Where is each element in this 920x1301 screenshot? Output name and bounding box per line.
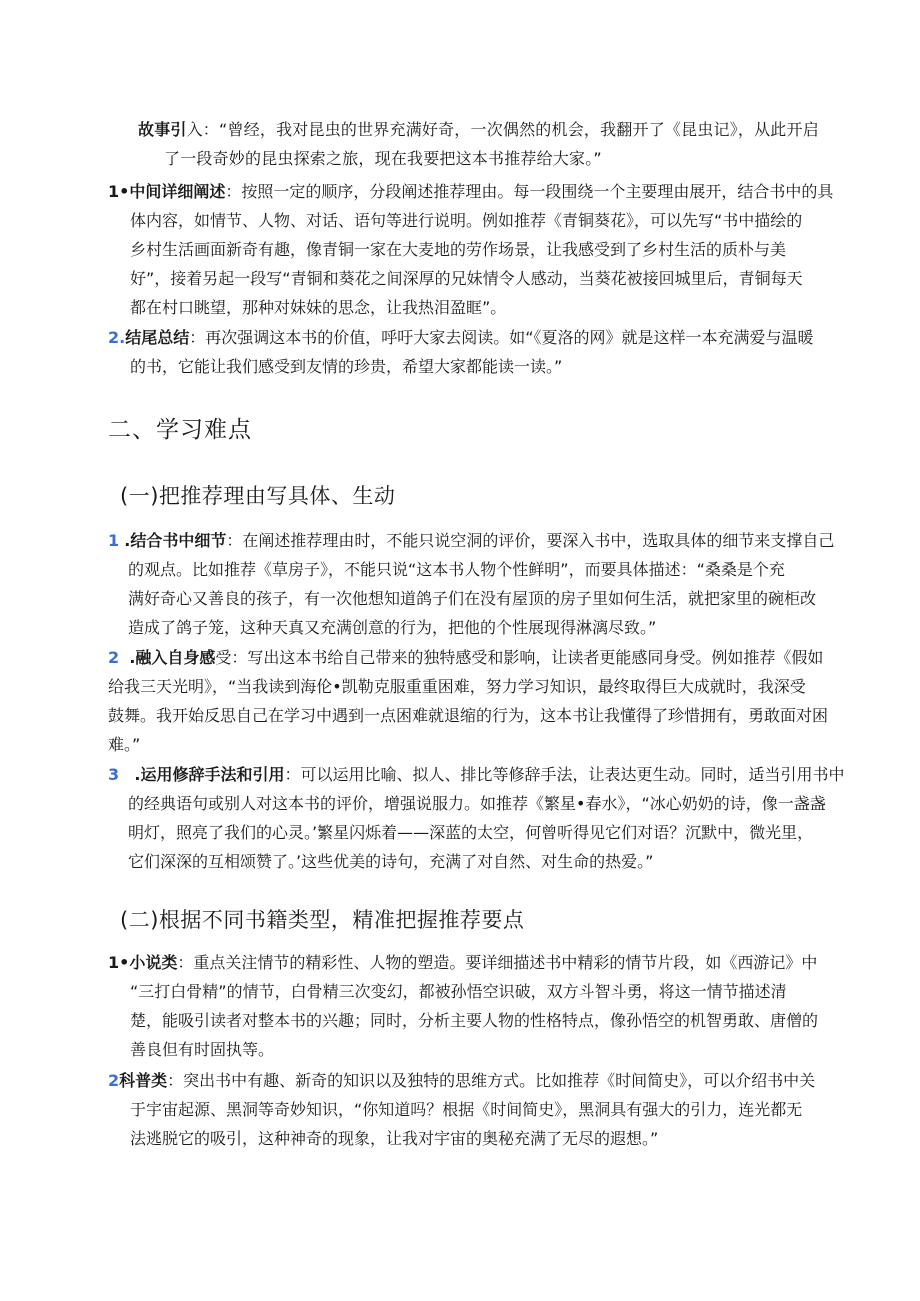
structure-item-ending — [108, 323, 818, 381]
item-title: 科普类 — [119, 1071, 168, 1090]
item-number: 1• — [108, 953, 130, 972]
item-line: 善良但有时固执等。 — [130, 1040, 275, 1059]
item-line: 乡村生活画面新奇有趣，像青铜一家在大麦地的劳作场景，让我感受到了乡村生活的质朴与美 — [130, 240, 787, 259]
story-intro-paragraph — [138, 115, 838, 173]
story-line-1: “曾经，我对昆虫的世界充满好奇，一次偶然的机会，我翻开了《昆虫记》，从此开启 — [219, 120, 819, 139]
item-number: 2 — [108, 648, 120, 667]
item-title: 小说类 — [129, 953, 178, 972]
item-line: ：重点关注情节的精彩性、人物的塑造。要详细描述书中精彩的情节片段，如《西游记》中 — [177, 953, 818, 972]
book-type-item-novel — [108, 948, 818, 1064]
story-label-tail: 入： — [186, 120, 220, 139]
item-line: 好”，接着另起一段写“青铜和葵花之间深厚的兄妹情令人感动，当葵花被接回城里后，青铜每天 — [130, 269, 803, 288]
item-line: 于宇宙起源、黑洞等奇妙知识，“你知道吗？根据《时间简史》，黑洞具有强大的引力，连光都无 — [130, 1100, 803, 1119]
item-title: 中间详细阐述 — [129, 182, 226, 201]
item-line: 楚，能吸引读者对整本书的兴趣；同时，分析主要人物的性格特点，像孙悟空的机智勇敢、唐僧的 — [130, 1011, 819, 1030]
item-line: 鼓舞。我开始反思自己在学习中遇到一点困难就退缩的行为，这本书让我懂得了珍惜拥有，勇敢面对困 — [108, 706, 829, 725]
item-title: .运用修辞手法和引用 — [134, 765, 285, 784]
subsection-title-2: (二)根据不同书籍类型，精准把握推荐要点 — [120, 908, 525, 932]
subsection-title-1: (一)把推荐理由写具体、生动 — [120, 484, 396, 508]
item-line: 的经典语句或别人对这本书的评价，增强说服力。如推荐《繁星•春水》，“冰心奶奶的诗，像一盏盏 — [128, 794, 826, 813]
item-line: “三打白骨精”的情节，白骨精三次变幻，都被孙悟空识破，双方斗智斗勇，将这一情节描述清 — [130, 982, 787, 1001]
item-title: 结尾总结 — [125, 328, 190, 347]
item-number: 3 — [108, 765, 120, 784]
item-line: 满好奇心又善良的孩子，有一次他想知道鸽子们在没有屋顶的房子里如何生活，就把家里的碗柜改 — [128, 589, 817, 608]
item-line: ：可以运用比喻、拟人、排比等修辞手法，让表达更生动。同时，适当引用书中 — [284, 765, 845, 784]
story-line-2: 了一段奇妙的昆虫探索之旅，现在我要把这本书推荐给大家。” — [164, 149, 602, 168]
item-line: 的观点。比如推荐《草房子》，不能只说“这本书人物个性鲜明”，而要具体描述：“桑桑是个充 — [128, 560, 785, 579]
difficulty-item-rhetoric — [108, 760, 845, 876]
difficulty-item-feelings — [108, 643, 829, 759]
item-line: ：在阐述推荐理由时，不能只说空洞的评价，要深入书中，选取具体的细节来支撑自己 — [226, 531, 835, 550]
section-title: 二、学习难点 — [108, 417, 252, 443]
item-title-tail: 受 — [215, 648, 232, 667]
item-title: .结合书中细节 — [124, 531, 227, 550]
item-line: 明灯，照亮了我们的心灵。’繁星闪烁着——深蓝的太空，何曾听得见它们对语？沉默中，微光里， — [128, 823, 814, 842]
item-number: 2 — [108, 1071, 120, 1090]
story-label: 故事引 — [138, 120, 187, 139]
item-line: 造成了鸽子笼，这种天真又充满创意的行为，把他的个性展现得淋漓尽致。” — [128, 618, 657, 637]
item-line: 它们深深的互相颂赞了。’这些优美的诗句，充满了对自然、对生命的热爱。” — [128, 852, 654, 871]
item-number: 2. — [108, 328, 126, 347]
item-line: 的书，它能让我们感受到友情的珍贵，希望大家都能读一读。” — [130, 357, 563, 376]
structure-item-middle — [108, 177, 834, 322]
item-line: 给我三天光明》，“当我读到海伦•凯勒克服重重困难，努力学习知识，最终取得巨大成就时，我深受 — [108, 677, 806, 696]
item-line: ：再次强调这本书的价值，呼吁大家去阅读。如“《夏洛的网》就是这样一本充满爱与温暖 — [189, 328, 814, 347]
item-line: 体内容，如情节、人物、对话、语句等进行说明。例如推荐《青铜葵花》，可以先写“书中描绘的 — [130, 211, 803, 230]
item-line: 难。” — [108, 735, 141, 754]
item-line: ：突出书中有趣、新奇的知识以及独特的思维方式。比如推荐《时间简史》，可以介绍书中关 — [167, 1071, 816, 1090]
item-line: 法逃脱它的吸引，这种神奇的现象，让我对宇宙的奥秘充满了无尽的遐想。” — [130, 1129, 659, 1148]
item-number: 1 — [108, 531, 120, 550]
item-line: 都在村口眺望，那种对妹妹的思念，让我热泪盈眶”。 — [130, 298, 507, 317]
book-type-item-science — [108, 1066, 818, 1153]
item-number: 1• — [108, 182, 130, 201]
item-title: .融入自身感 — [129, 648, 216, 667]
item-line: ：写出这本书给自己带来的独特感受和影响，让读者更能感同身受。例如推荐《假如 — [231, 648, 824, 667]
item-line: ：按照一定的顺序，分段阐述推荐理由。每一段围绕一个主要理由展开，结合书中的具 — [225, 182, 834, 201]
difficulty-item-details — [108, 526, 835, 642]
